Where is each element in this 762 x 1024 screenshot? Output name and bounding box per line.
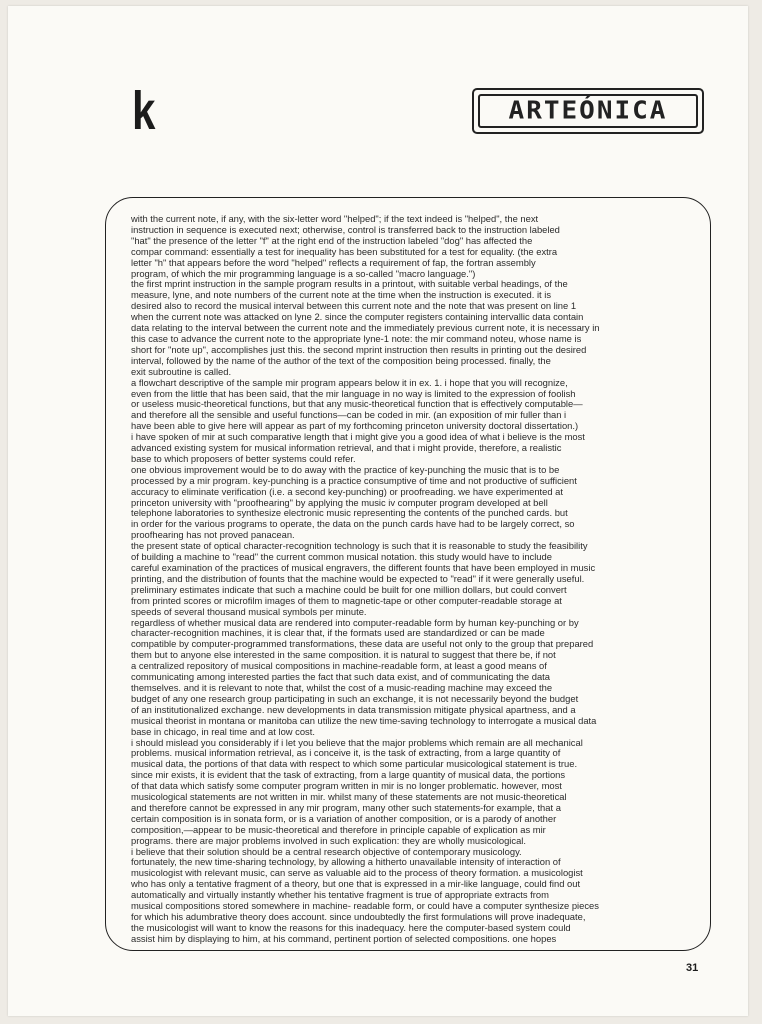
body-text-line: compar command: essentially a test for inequality has been substituted for a test for equality. (the extra [131,246,558,257]
body-text-line: base in chicago, in real time and at low cost. [131,726,315,737]
body-text-line: problems. musical information retrieval, as i conceive it, is the task of extracting, from a large quantity of [131,748,561,759]
body-text-line: assist him by displaying to him, at his command, pertinent portion of selected compositions. one hopes [131,933,557,944]
body-text-line: budget of any one research group participating in such an exchange, it is not necessarily beyond the budget [131,693,579,704]
body-text-line: or useless music-theoretical functions, but that any music-theoretical function that is effectively computable— [131,399,583,410]
body-text-line: short for "note up", accomplishes just this. the second mprint instruction then results in printing out the desired [131,344,587,355]
arteonica-logo [472,88,704,134]
body-text-line: i should mislead you considerably if i let you believe that the major problems which remain are all mechanical [131,737,583,748]
body-text-line: speeds of several thousand musical symbols per minute. [131,606,367,617]
body-text-line: a centralized repository of musical compositions in machine-readable form, at least a good means of [131,661,547,672]
body-text-line: even from the little that has been said, that the mir language in no way is limited to the expression of foolish [131,388,576,399]
body-text-line: compatible by computer-programmed transformations, these data are useful not only to the group that prepared [131,639,594,650]
body-text-line: musical data, the portions of that data with respect to which some particular musicological statement is true. [131,759,578,770]
body-text-line: when the current note was attacked on lyne 2. since the computer registers containing intervallic data contain [131,312,584,323]
body-text-line: of building a machine to "read" the current common musical notation. this study would have to include [131,552,552,563]
body-text-line: data relating to the interval between the current note and the immediately previous current note, it is necessary in [131,323,600,334]
body-text-line: who has only a tentative fragment of a theory, but one that is expressed in a mir-like language, could find out [131,879,581,890]
body-text-line: have been able to give here will appear as part of my forthcoming princeton university doctoral dissertation.) [131,421,579,432]
arteonica-logo-text: ARTEÓNICA [508,96,668,126]
section-letter: k [132,81,155,141]
body-text-line: a flowchart descriptive of the sample mir program appears below it in ex. 1. i hope that you will recognize, [131,377,568,388]
body-text-line: advanced existing system for musical information retrieval, and that i might provide, therefore, a realistic [131,443,562,454]
body-text-line: communicating among interested parties the fact that such data exist, and of communicating the data [131,672,550,683]
body-text-line: and therefore cannot be expressed in any mir program, many other such statements-for example, that a [131,802,561,813]
body-text-line: certain composition is in sonata form, or is a variation of another composition, or is a parody of another [131,813,557,824]
body-text-line: princeton university with "proofhearing" by applying the music iv computer program developed at bell [131,497,548,508]
body-text-line: the musicologist will want to know the reasons for this inadequacy. here the computer-based system could [131,922,571,933]
body-text-line: programs. there are major problems involved in such explication: they are wholly musicological. [131,835,526,846]
body-text-line: desired also to record the musical interval between this current note and the note that was present on line 1 [131,301,577,312]
body-text-line: automatically and virtually instantly whether his tentative fragment is true of appropriate extracts from [131,890,549,901]
body-text-line: interval, followed by the name of the author of the text of the composition being processed. finally, the [131,355,551,366]
body-text-line: musical theorist in montana or manitoba can utilize the new time-saving technology to interrogate a musical data [131,715,597,726]
body-text-line: with the current note, if any, with the six-letter word "helped"; if the text indeed is "helped", the next [131,214,539,224]
body-text-line: exit subroutine is called. [131,366,232,377]
body-text-line: instruction in sequence is executed next; otherwise, control is transferred back to the instruction labeled [131,224,560,235]
body-text-line: themselves. and it is relevant to note that, whilst the cost of a music-reading machine may exceed the [131,682,553,693]
body-text-line: and therefore all the sensible and useful functions—can be coded in mir. (an exposition of mir fuller than i [131,410,567,421]
body-text-line: i believe that their solution should be a central research objective of contemporary musicology. [131,846,522,857]
page-number: 31 [686,962,699,974]
body-text-line: "hat" the presence of the letter "f" at the right end of the instruction labeled "dog" has affected the [131,235,533,246]
body-text-line: accuracy to eliminate verification (i.e. a second key-punching) or proofreading. we have experimented at [131,486,564,497]
body-text-line: fortunately, the new time-sharing technology, by allowing a hitherto unavailable intensity of interaction of [131,857,561,868]
article-body [131,214,683,945]
body-text-line: base to which proposers of better systems could refer. [131,453,356,464]
body-text-line: program, of which the mir programming language is a so-called "macro language.") [131,268,476,279]
body-text-line: measure, lyne, and note numbers of the current note at the time when the instruction is executed. it is [131,290,552,301]
body-text-line: printing, and the distribution of founts that the machine would be expected to "read" if it were generally useful. [131,573,585,584]
arteonica-logo-inner-frame [478,94,698,128]
body-text-line: from printed scores or microfilm images of them to magnetic-tape or other computer-readable storage at [131,595,562,606]
body-text-line: composition,—appear to be music-theoretical and therefore in principle capable of explication as mir [131,824,546,835]
body-text-line: the first mprint instruction in the sample program results in a printout, with suitable verbal headings, of the [131,279,568,290]
body-text-line: the present state of optical character-recognition technology is such that it is reasonable to study the feasibility [131,541,588,552]
body-text-line: processed by a mir program. key-punching is a practice consumptive of time and not productive of sufficient [131,475,577,486]
body-text-line: careful examination of the practices of musical engravers, the different founts that have been employed in music [131,563,596,573]
body-text-line: them but to anyone else interested in the same composition. it is natural to suggest that there be, if not [131,650,556,661]
body-text-line: since mir exists, it is evident that the task of extracting, from a large quantity of musical data, the portions [131,770,566,781]
body-text-line: of that data which satisfy some computer program written in mir is no longer problematic. however, most [131,781,562,792]
body-text-line: regardless of whether musical data are rendered into computer-readable form by human key-punching or by [131,617,579,628]
body-text-line: preliminary estimates indicate that such a machine could be built for one million dollars, but could convert [131,584,567,595]
body-text-line: for which his adumbrative theory does account. since undoubtedly the first formulations will prove inadequate, [131,912,586,922]
body-text-line: musicological statements are not written in mir. whilst many of these statements are not music-theoretical [131,792,567,803]
body-text-line: musicologist with relevant music, can serve as valuable aid to the process of theory formation. a musicologist [131,868,583,879]
body-text-line: proofhearing has not proved panacean. [131,530,295,541]
body-text-line: character-recognition machines, it is clear that, if the formats used are standardized or can be made [131,628,545,639]
body-text-line: i have spoken of mir at such comparative length that i might give you a good idea of what i believe is the most [131,432,585,443]
body-text-line: in order for the various programs to operate, the data on the punch cards have had to be largely correct, so [131,519,575,530]
body-text-line: this case to advance the current note to the appropriate lyne-1 note: the mir command noteu, whose name is [131,333,582,344]
body-text-line: letter "h" that appears before the word "helped" reflects a requirement of fap, the fortran assembly [131,257,536,268]
body-text-line: one obvious improvement would be to do away with the practice of key-punching the music that is to be [131,464,560,475]
body-text-line: musical compositions stored somewhere in machine- readable form, or could have a computer synthesize pieces [131,901,599,912]
body-text-line: of an institutionalized exchange. new developments in data transmission mitigate physical apartness, and a [131,704,576,715]
body-text-line: telephone laboratories to synthesize electronic music representing the contents of the punched cards. but [131,508,568,519]
